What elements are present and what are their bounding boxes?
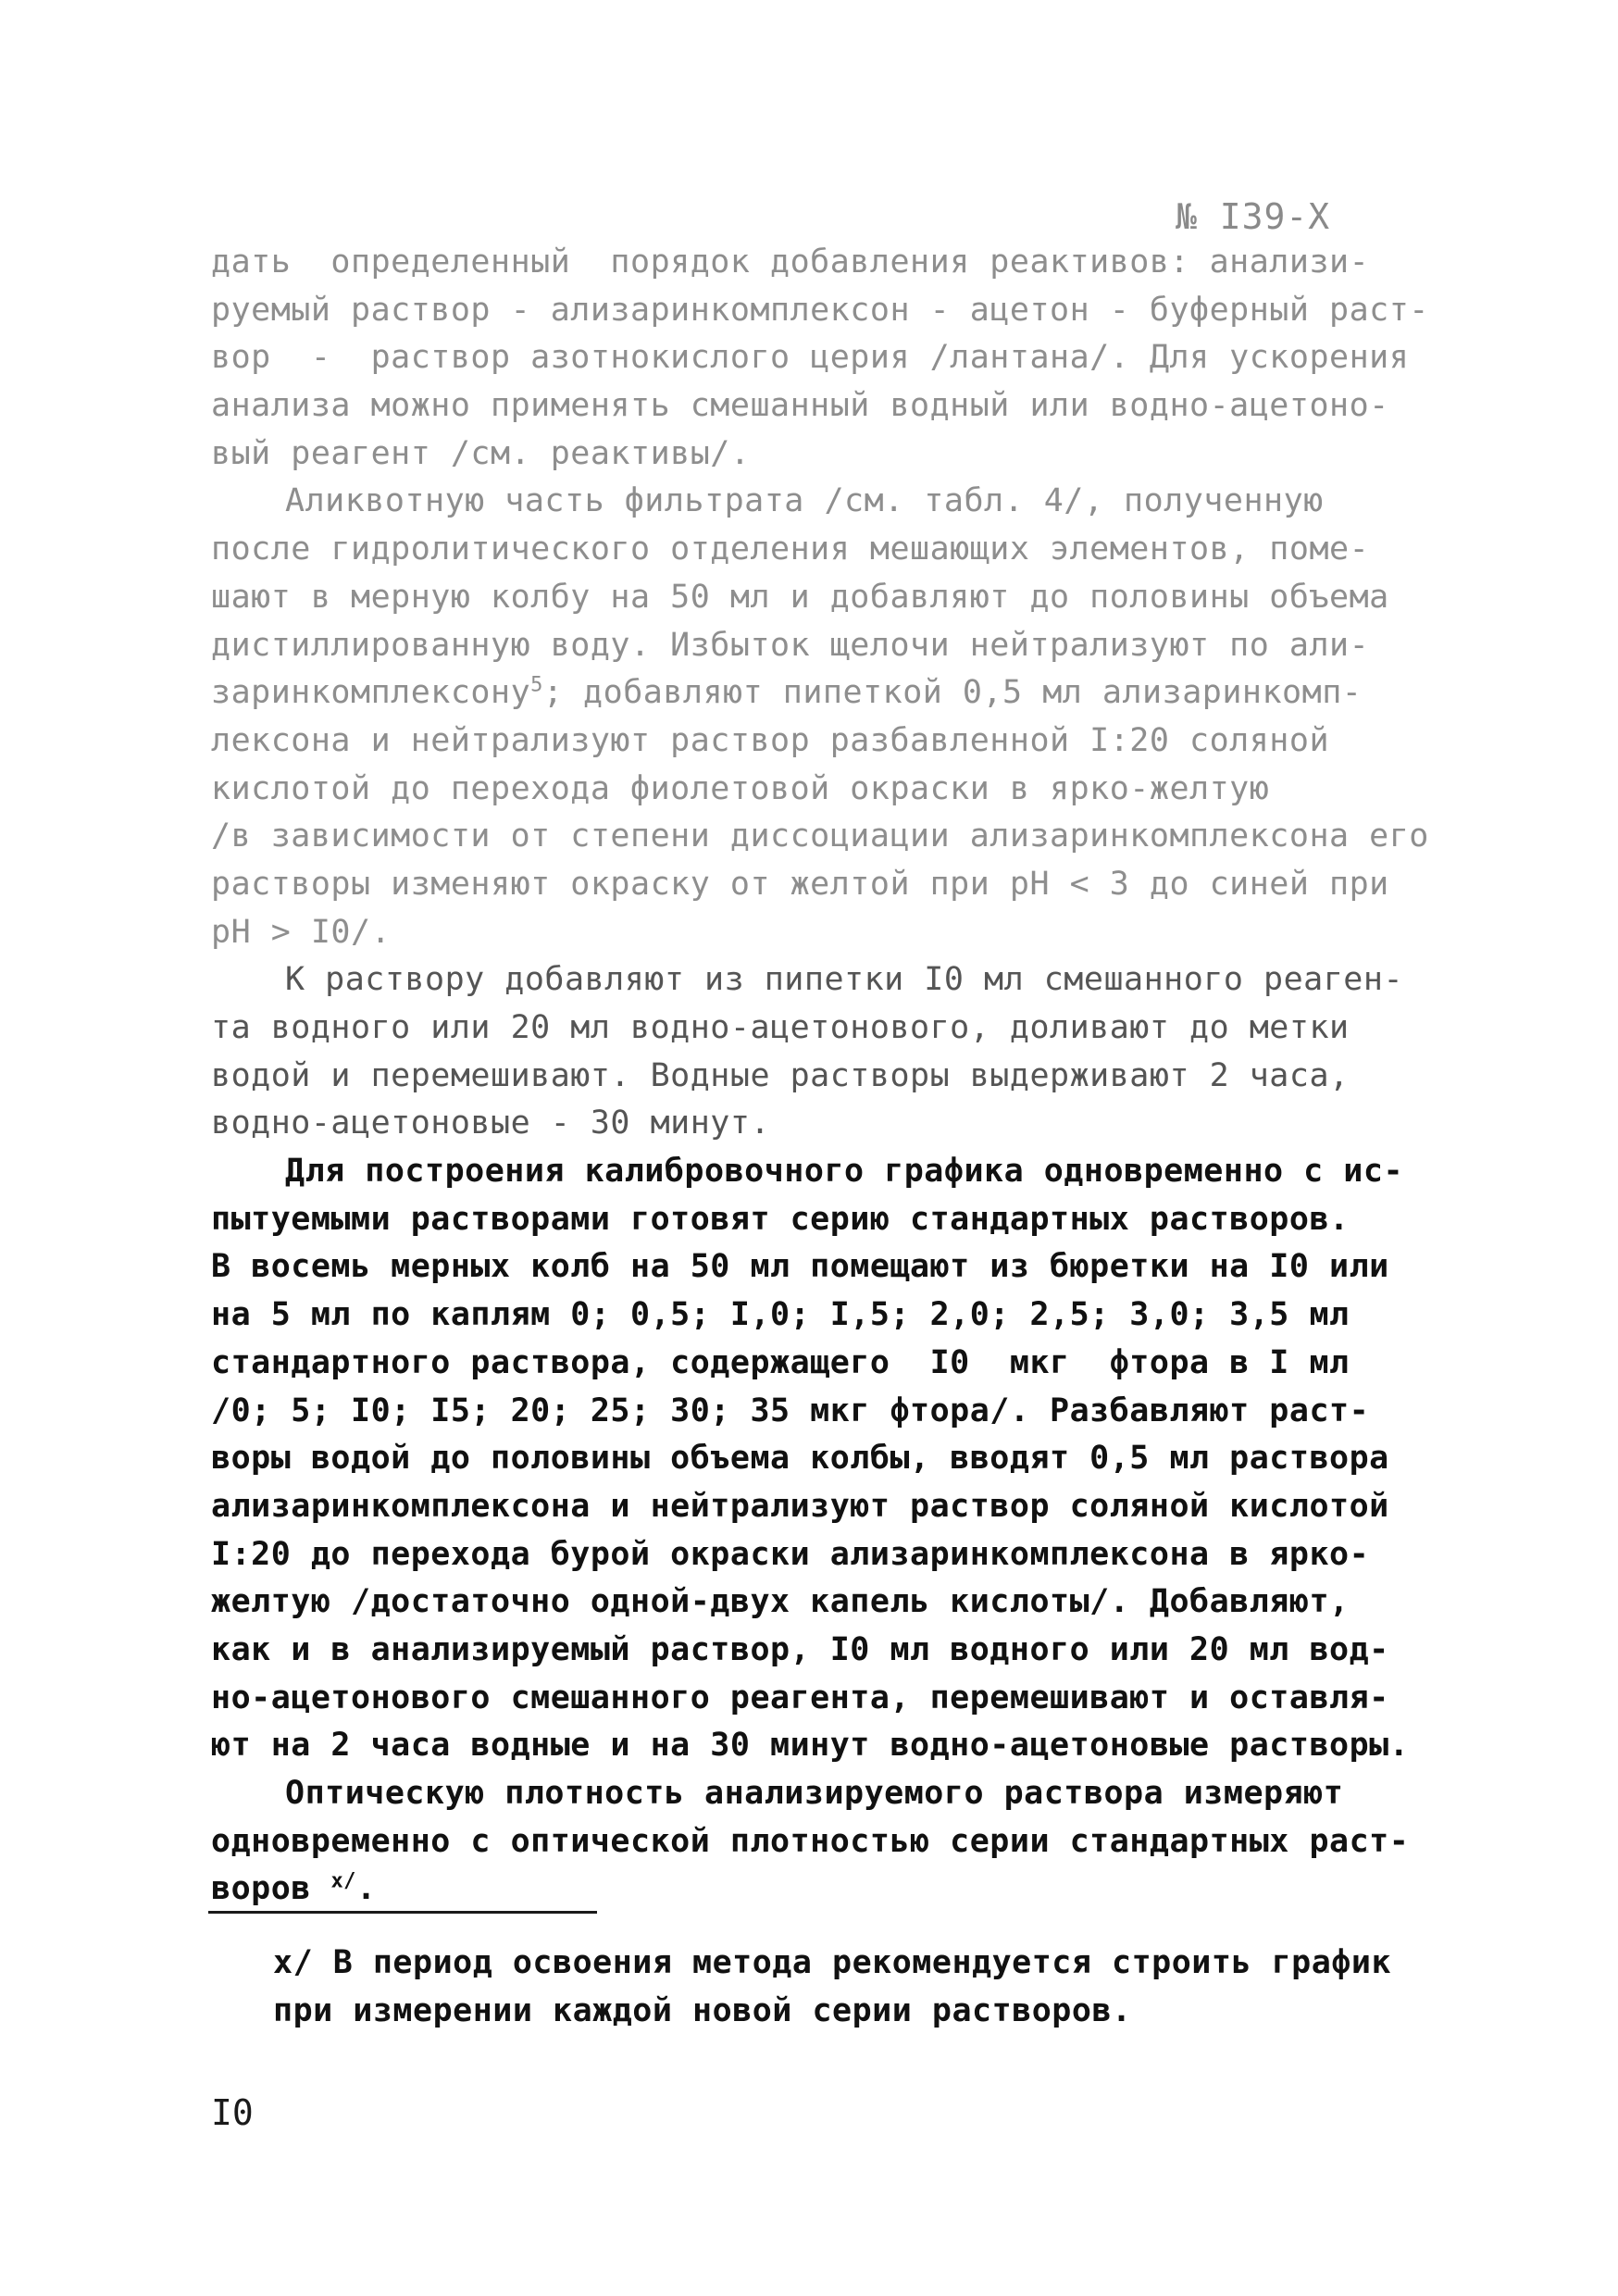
footnote-line: при измерении каждой новой серии растворов. [273,1991,1132,2029]
footnote-line: х/ В период освоения метода рекомендуется строить график [273,1944,1392,1981]
text-line: дать определенный порядок добавления реактивов: анализи- [211,243,1370,281]
text-line: ют на 2 часа водные и на 30 минут водно-ацетоновые растворы. [211,1727,1410,1765]
footnote [273,1940,1439,2035]
text-line: /0; 5; I0; I5; 20; 25; 30; 35 мкг фтора/. Разбавляют раст- [211,1391,1370,1429]
text-line: но-ацетонового смешанного реагента, перемешивают и оставля- [211,1678,1389,1716]
text-line: вор - раствор азотнокислого церия /лантана/. Для ускорения [211,339,1410,377]
text-line: дистиллированную воду. Избыток щелочи нейтрализуют по али- [211,626,1370,664]
text-line: Для построения калибровочного графика одновременно с ис- [285,1153,1404,1191]
text-line: как и в анализируемый раствор, I0 мл водного или 20 мл вод- [211,1630,1389,1668]
text-line: желтую /достаточно одной-двух капель кислоты/. Добавляют, [211,1583,1350,1621]
text-line: одновременно с оптической плотностью серии стандартных раст- [211,1822,1410,1860]
text-line: I:20 до перехода бурой окраски ализаринкомплексона в ярко- [211,1535,1370,1573]
text-line: /в зависимости от степени диссоциации ализаринкомплексона его [211,817,1429,855]
text-line: ализаринкомплексона и нейтрализуют раствор соляной кислотой [211,1487,1389,1525]
text-line: К раствору добавляют из пипетки I0 мл смешанного реаген- [285,961,1404,999]
text-fragment: . [355,1870,377,1908]
document-number: № I39-Х [1176,196,1331,237]
text-fragment: воров [211,1870,311,1908]
text-line [211,1866,1433,1914]
text-line: та водного или 20 мл водно-ацетонового, доливают до метки [211,1009,1350,1046]
footnote-divider [208,1911,597,1914]
text-line: водой и перемешивают. Водные растворы выдерживают 2 часа, [211,1056,1350,1094]
text-fragment: ; добавляют пипеткой 0,5 мл ализаринкомп- [542,674,1363,712]
text-line: руемый раствор - ализаринкомплексон - ацетон - буферный раст- [211,291,1429,329]
superscript-reference: 5 [530,673,543,697]
text-line: стандартного раствора, содержащего I0 мкг фтора в I мл [211,1343,1350,1381]
body-text [211,239,1433,1914]
text-line: вый реагент /см. реактивы/. [211,434,751,472]
text-line: pH > I0/. [211,913,392,951]
text-fragment: заринкомплексону [211,674,531,712]
text-line: воры водой до половины объема колбы, вводят 0,5 мл раствора [211,1440,1389,1478]
text-line: анализа можно применять смешанный водный или водно-ацетоно- [211,387,1389,425]
text-line: водно-ацетоновые - 30 минут. [211,1104,771,1142]
text-line: пытуемыми растворами готовят серию стандартных растворов. [211,1200,1350,1238]
text-line: кислотой до перехода фиолетовой окраски в ярко-желтую [211,769,1270,807]
text-line: Аликвотную часть фильтрата /см. табл. 4/, полученную [285,482,1324,520]
text-line: В восемь мерных колб на 50 мл помещают из бюретки на I0 или [211,1248,1389,1286]
page-number: I0 [211,2092,254,2133]
text-line: растворы изменяют окраску от желтой при pH < 3 до синей при [211,865,1389,903]
text-line: Оптическую плотность анализируемого раствора измеряют [285,1775,1344,1812]
text-line [211,669,1433,718]
text-line: лексона и нейтрализуют раствор разбавленной I:20 соляной [211,721,1330,759]
text-line: на 5 мл по каплям 0; 0,5; I,0; I,5; 2,0; 2,5; 3,0; 3,5 мл [211,1296,1350,1334]
text-line: шают в мерную колбу на 50 мл и добавляют до половины объема [211,578,1389,616]
text-line: после гидролитического отделения мешающих элементов, поме- [211,530,1370,568]
footnote-marker: х/ [330,1869,356,1893]
